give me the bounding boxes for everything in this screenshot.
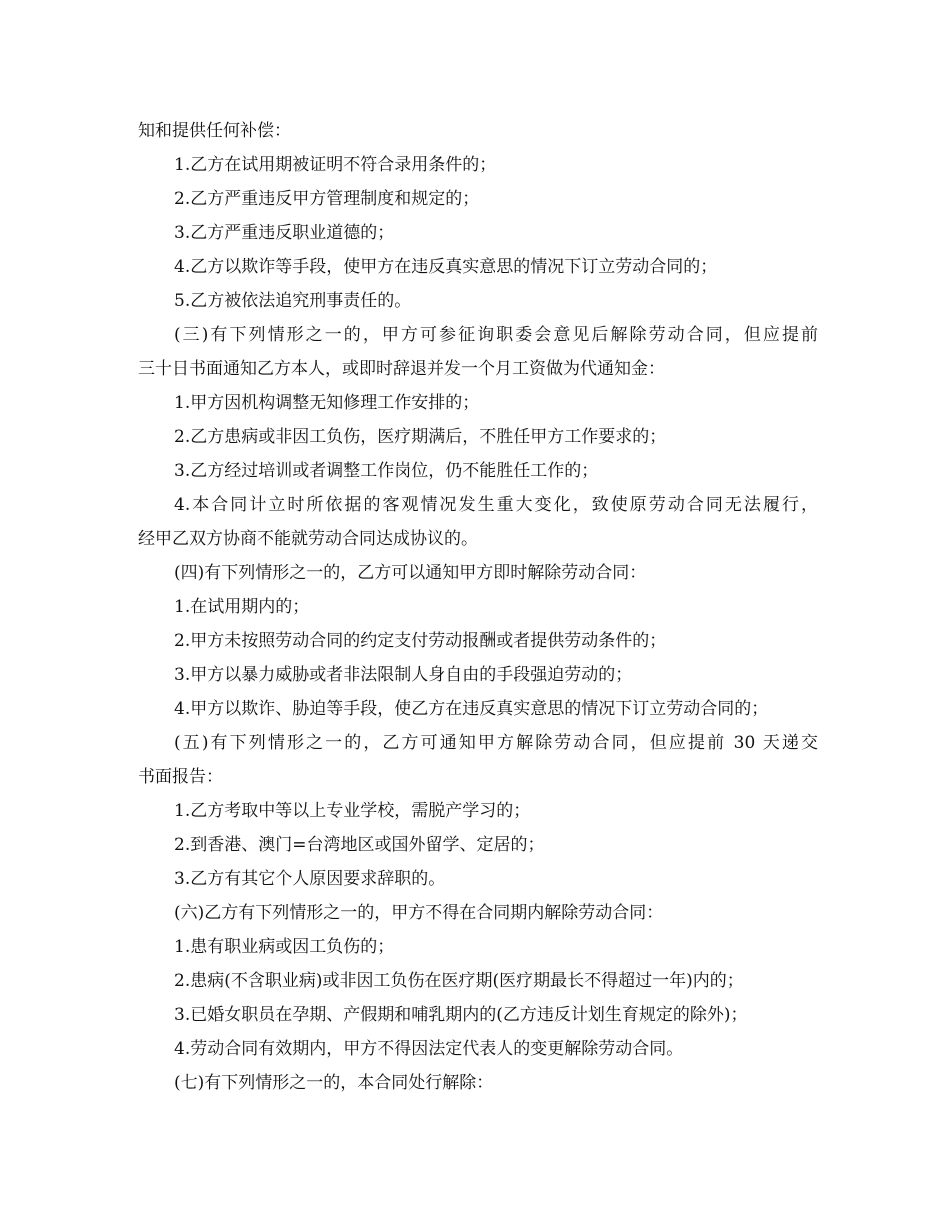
list-item: 3.甲方以暴力威胁或者非法限制人身自由的手段强迫劳动的； [174,665,633,685]
list-item: 1.乙方考取中等以上专业学校，需脱产学习的； [174,801,531,821]
text-line: 书面报告： [138,767,223,787]
list-item: 3.乙方严重违反职业道德的； [174,223,395,243]
section-heading: (四)有下列情形之一的，乙方可以通知甲方即时解除劳动合同： [174,563,647,583]
section-heading: (五)有下列情形之一的，乙方可通知甲方解除劳动合同，但应提前 30 天递交 [174,733,818,753]
list-item: 4.甲方以欺诈、胁迫等手段，使乙方在违反真实意思的情况下订立劳动合同的； [174,699,769,719]
document-body [138,114,818,1100]
list-item: 1.患有职业病或因工负伤的； [174,937,395,957]
list-item: 5.乙方被依法追究刑事责任的。 [174,291,412,311]
list-item: 3.已婚女职员在孕期、产假期和哺乳期内的(乙方违反计划生育规定的除外)； [174,1005,748,1025]
list-item: 4.劳动合同有效期内，甲方不得因法定代表人的变更解除劳动合同。 [174,1039,684,1059]
list-item: 3.乙方经过培训或者调整工作岗位，仍不能胜任工作的； [174,461,599,481]
section-heading: (七)有下列情形之一的，本合同处行解除： [174,1073,494,1093]
list-item: 2.乙方患病或非因工负伤，医疗期满后，不胜任甲方工作要求的； [174,427,667,447]
list-item: 2.到香港、澳门=台湾地区或国外留学、定居的； [174,835,545,855]
text-line: 经甲乙双方协商不能就劳动合同达成协议的。 [138,529,478,549]
text-line: 三十日书面通知乙方本人，或即时辞退并发一个月工资做为代通知金： [138,359,665,379]
list-item: 1.甲方因机构调整无知修理工作安排的； [174,393,480,413]
list-item: 2.乙方严重违反甲方管理制度和规定的； [174,189,480,209]
list-item: 4.本合同计立时所依据的客观情况发生重大变化，致使原劳动合同无法履行， [174,495,818,515]
list-item: 2.患病(不含职业病)或非因工负伤在医疗期(医疗期最长不得超过一年)内的； [174,971,744,991]
section-heading: (六)乙方有下列情形之一的，甲方不得在合同期内解除劳动合同： [174,903,664,923]
list-item: 2.甲方未按照劳动合同的约定支付劳动报酬或者提供劳动条件的； [174,631,667,651]
list-item: 1.在试用期内的； [174,597,310,617]
list-item: 4.乙方以欺诈等手段，使甲方在违反真实意思的情况下订立劳动合同的； [174,257,718,277]
list-item: 3.乙方有其它个人原因要求辞职的。 [174,869,446,889]
text-line: 知和提供任何补偿： [138,121,291,141]
section-heading: (三)有下列情形之一的，甲方可参征询职委会意见后解除劳动合同，但应提前 [174,325,818,345]
list-item: 1.乙方在试用期被证明不符合录用条件的； [174,155,497,175]
